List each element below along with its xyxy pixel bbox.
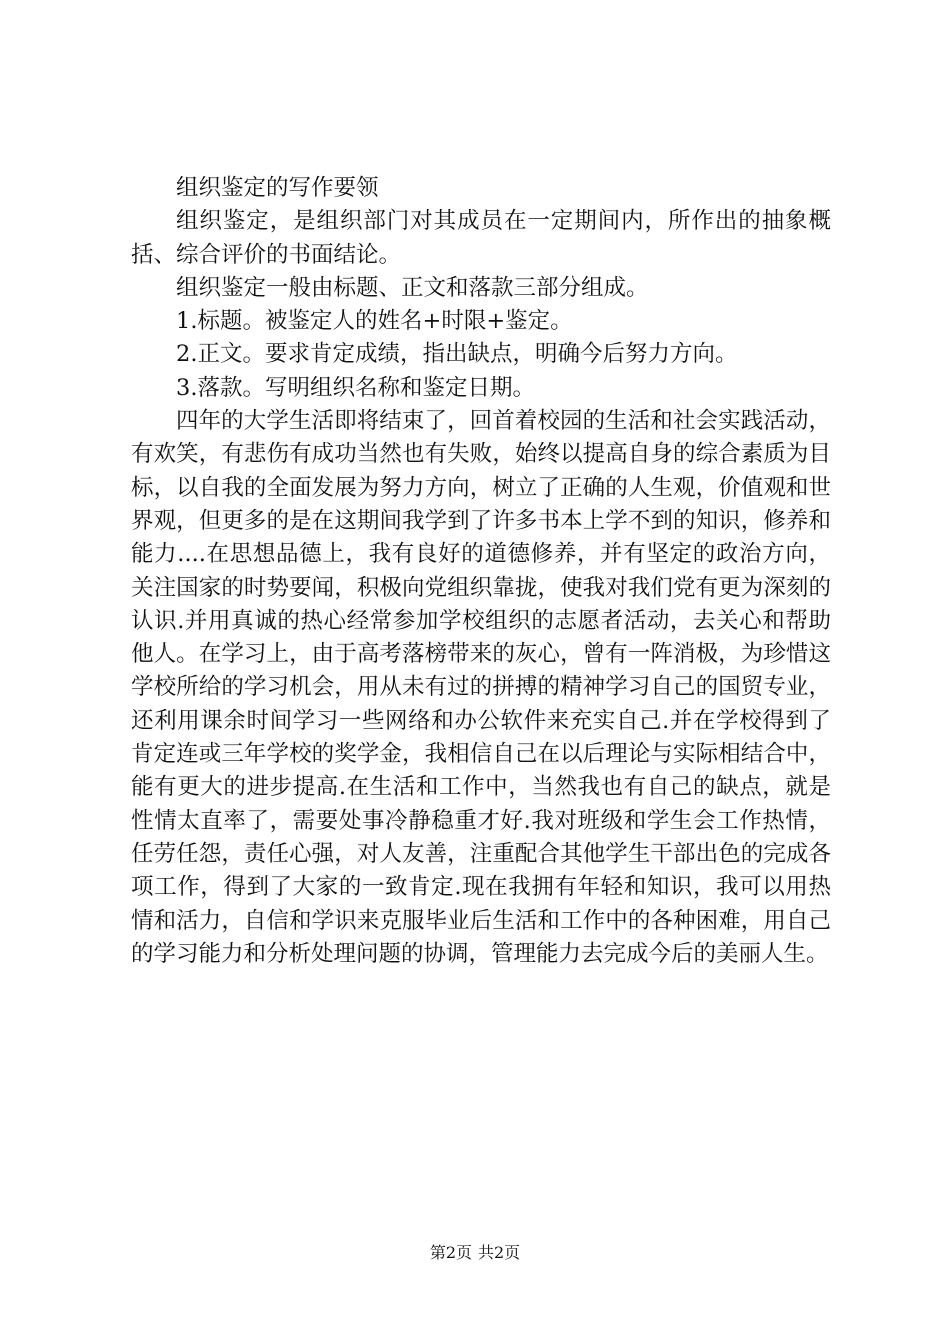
- page-footer: [0, 1243, 950, 1263]
- structure-paragraph: 组织鉴定一般由标题、正文和落款三部分组成。: [176, 274, 649, 301]
- section-title: 组织鉴定的写作要领: [176, 175, 379, 201]
- list-item-signature: 3.落款。写明组织名称和鉴定日期。: [176, 374, 535, 401]
- page-number: 第2页: [429, 1243, 472, 1262]
- page-total: 共2页: [478, 1243, 521, 1262]
- example-paragraph: 四年的大学生活即将结束了，回首着校园的生活和社会实践活动，有欢笑，有悲伤有成功当然也有失败，始终以提高自身的综合素质为目标，以自我的全面发展为努力方向，树立了正确的人生观，价值观和世界观，但更多的是在这期间我学到了许多书本上学不到的知识，修养和能力....在思想品德上，我有良好的道德修养，并有坚定的政治方向，关注国家的时势要闻，积极向党组织靠拢，使我对我们党有更为深刻的认识.并用真诚的热心经常参加学校组织的志愿者活动，去关心和帮助他人。在学习上，由于高考落榜带来的灰心，曾有一阵消极，为珍惜这学校所给的学习机会，用从未有过的拼搏的精神学习自己的国贸专业，还利用课余时间学习一些网络和办公软件来充实自己.并在学校得到了肯定连或三年学校的奖学金，我相信自己在以后理论与实际相结合中，能有更大的进步提高.在生活和工作中，当然我也有自己的缺点，就是性情太直率了，需要处事冷静稳重才好.我对班级和学生会工作热情，任劳任怨，责任心强，对人友善，注重配合其他学生干部出色的完成各项工作，得到了大家的一致肯定.现在我拥有年轻和知识，我可以用热情和活力，自信和学识来克服毕业后生活和工作中的各种困难，用自己的学习能力和分析处理问题的协调，管理能力去完成今后的美丽人生。: [131, 408, 831, 967]
- definition-paragraph: 组织鉴定，是组织部门对其成员在一定期间内，所作出的抽象概括、综合评价的书面结论。: [131, 208, 831, 268]
- document-body: [131, 172, 831, 971]
- list-item-body: 2.正文。要求肯定成绩，指出缺点，明确今后努力方向。: [176, 341, 738, 368]
- list-item-title: 1.标题。被鉴定人的姓名+时限+鉴定。: [176, 308, 573, 335]
